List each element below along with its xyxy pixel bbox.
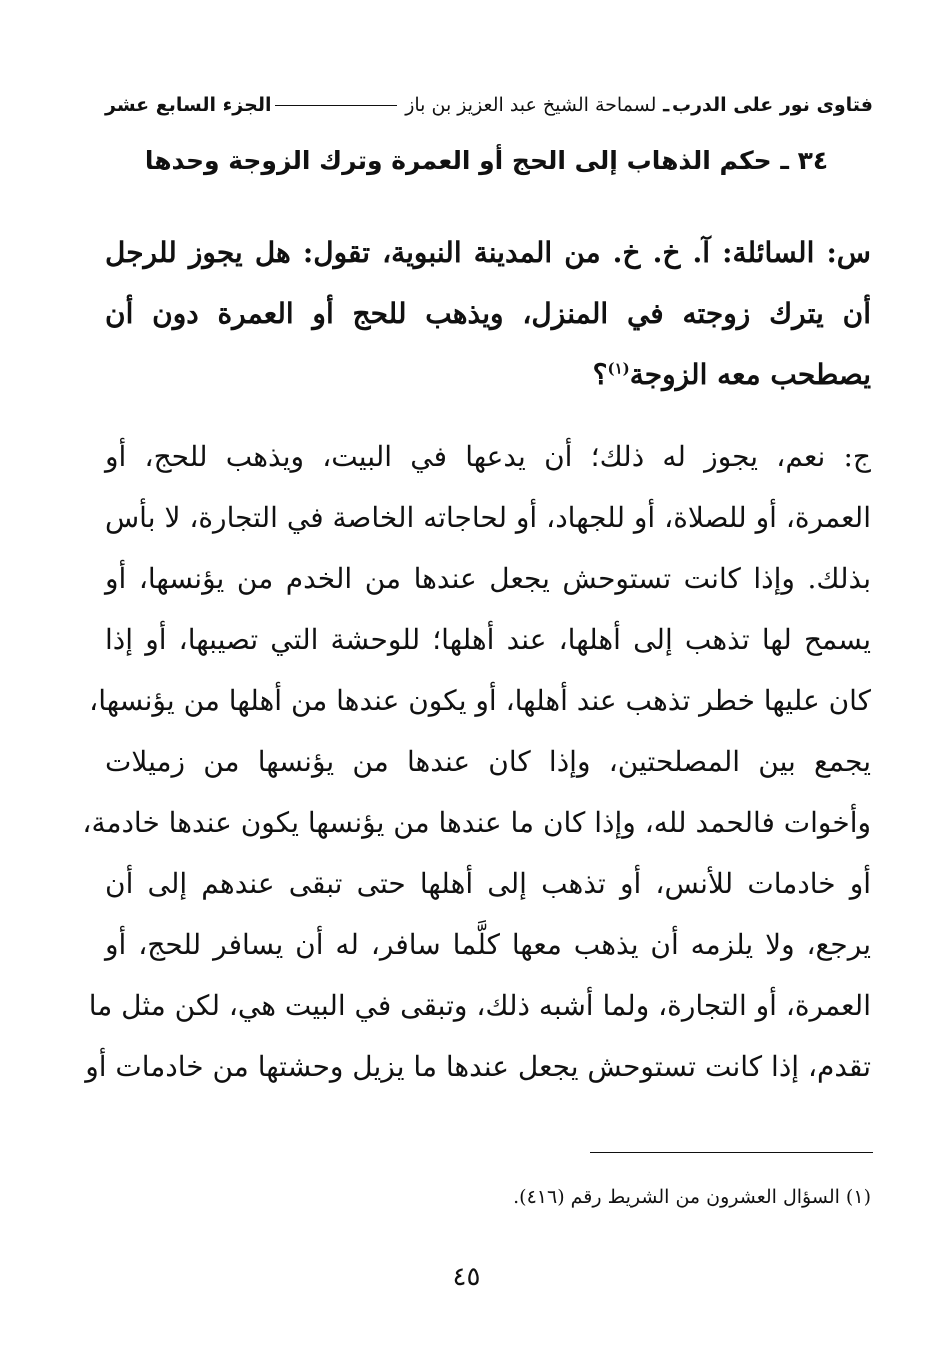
answer-line: العمرة، أو للصلاة، أو للجهاد، أو لحاجاته الخاصة في التجارة، لا بأس (105, 501, 871, 534)
footnote: (١) السؤال العشرون من الشريط رقم (٤١٦). (513, 1186, 871, 1208)
question-block (105, 222, 871, 405)
page-number: ٤٥ (452, 1262, 481, 1292)
answer-line: العمرة، أو التجارة، ولما أشبه ذلك، وتبقى في البيت هي، لكن مثل ما (88, 989, 871, 1022)
answer-line: وأخوات فالحمد لله، وإذا كان ما عندها من يؤنسها يكون عندها خادمة، (82, 806, 871, 839)
answer-line: يسمح لها تذهب إلى أهلها، عند أهلها؛ للوحشة التي تصيبها، أو إذا (105, 623, 871, 656)
answer-line: ج: نعم، يجوز له ذلك؛ أن يدعها في البيت، ويذهب للحج، أو (105, 440, 871, 473)
question-mark: ؟ (592, 358, 608, 391)
author-name: لسماحة الشيخ عبد العزيز بن باز (405, 94, 657, 116)
question-line: أن يترك زوجته في المنزل، ويذهب للحج أو العمرة دون أن (105, 297, 871, 330)
answer-line: يجمع بين المصلحتين، وإذا كان عندها من يؤنسها من زميلات (105, 745, 871, 778)
question-line-text: يصطحب معه الزوجة (629, 358, 871, 391)
section-title: ٣٤ ـ حكم الذهاب إلى الحج أو العمرة وترك الزوجة وحدها (144, 146, 829, 175)
question-line: س: السائلة: آ. خ. خ. من المدينة النبوية، تقول: هل يجوز للرجل (105, 236, 871, 269)
footnote-reference: (١) (607, 359, 630, 378)
header-dash: ـ (663, 94, 669, 116)
answer-line: يرجع، ولا يلزمه أن يذهب معها كلَّما سافر، له أن يسافر للحج، أو (105, 928, 871, 961)
answer-line: تقدم، إذا كانت تستوحش يجعل عندها ما يزيل وحشتها من خادمات أو (85, 1050, 871, 1083)
answer-block (82, 426, 872, 1097)
footnote-separator (590, 1152, 873, 1153)
question-line-last (105, 344, 871, 405)
header-rule (275, 105, 397, 106)
answer-line: بذلك. وإذا كانت تستوحش يجعل عندها من الخدم من يؤنسها، أو (105, 562, 871, 595)
book-title: فتاوى نور على الدرب (672, 94, 873, 116)
volume-part: الجزء السابع عشر (105, 94, 272, 116)
running-header (105, 88, 873, 122)
answer-line: أو خادمات للأنس، أو تذهب إلى أهلها حتى تبقى عندهم إلى أن (105, 867, 872, 900)
answer-line: كان عليها خطر تذهب عند أهلها، أو يكون عندها من أهلها من يؤنسها، (89, 684, 871, 717)
